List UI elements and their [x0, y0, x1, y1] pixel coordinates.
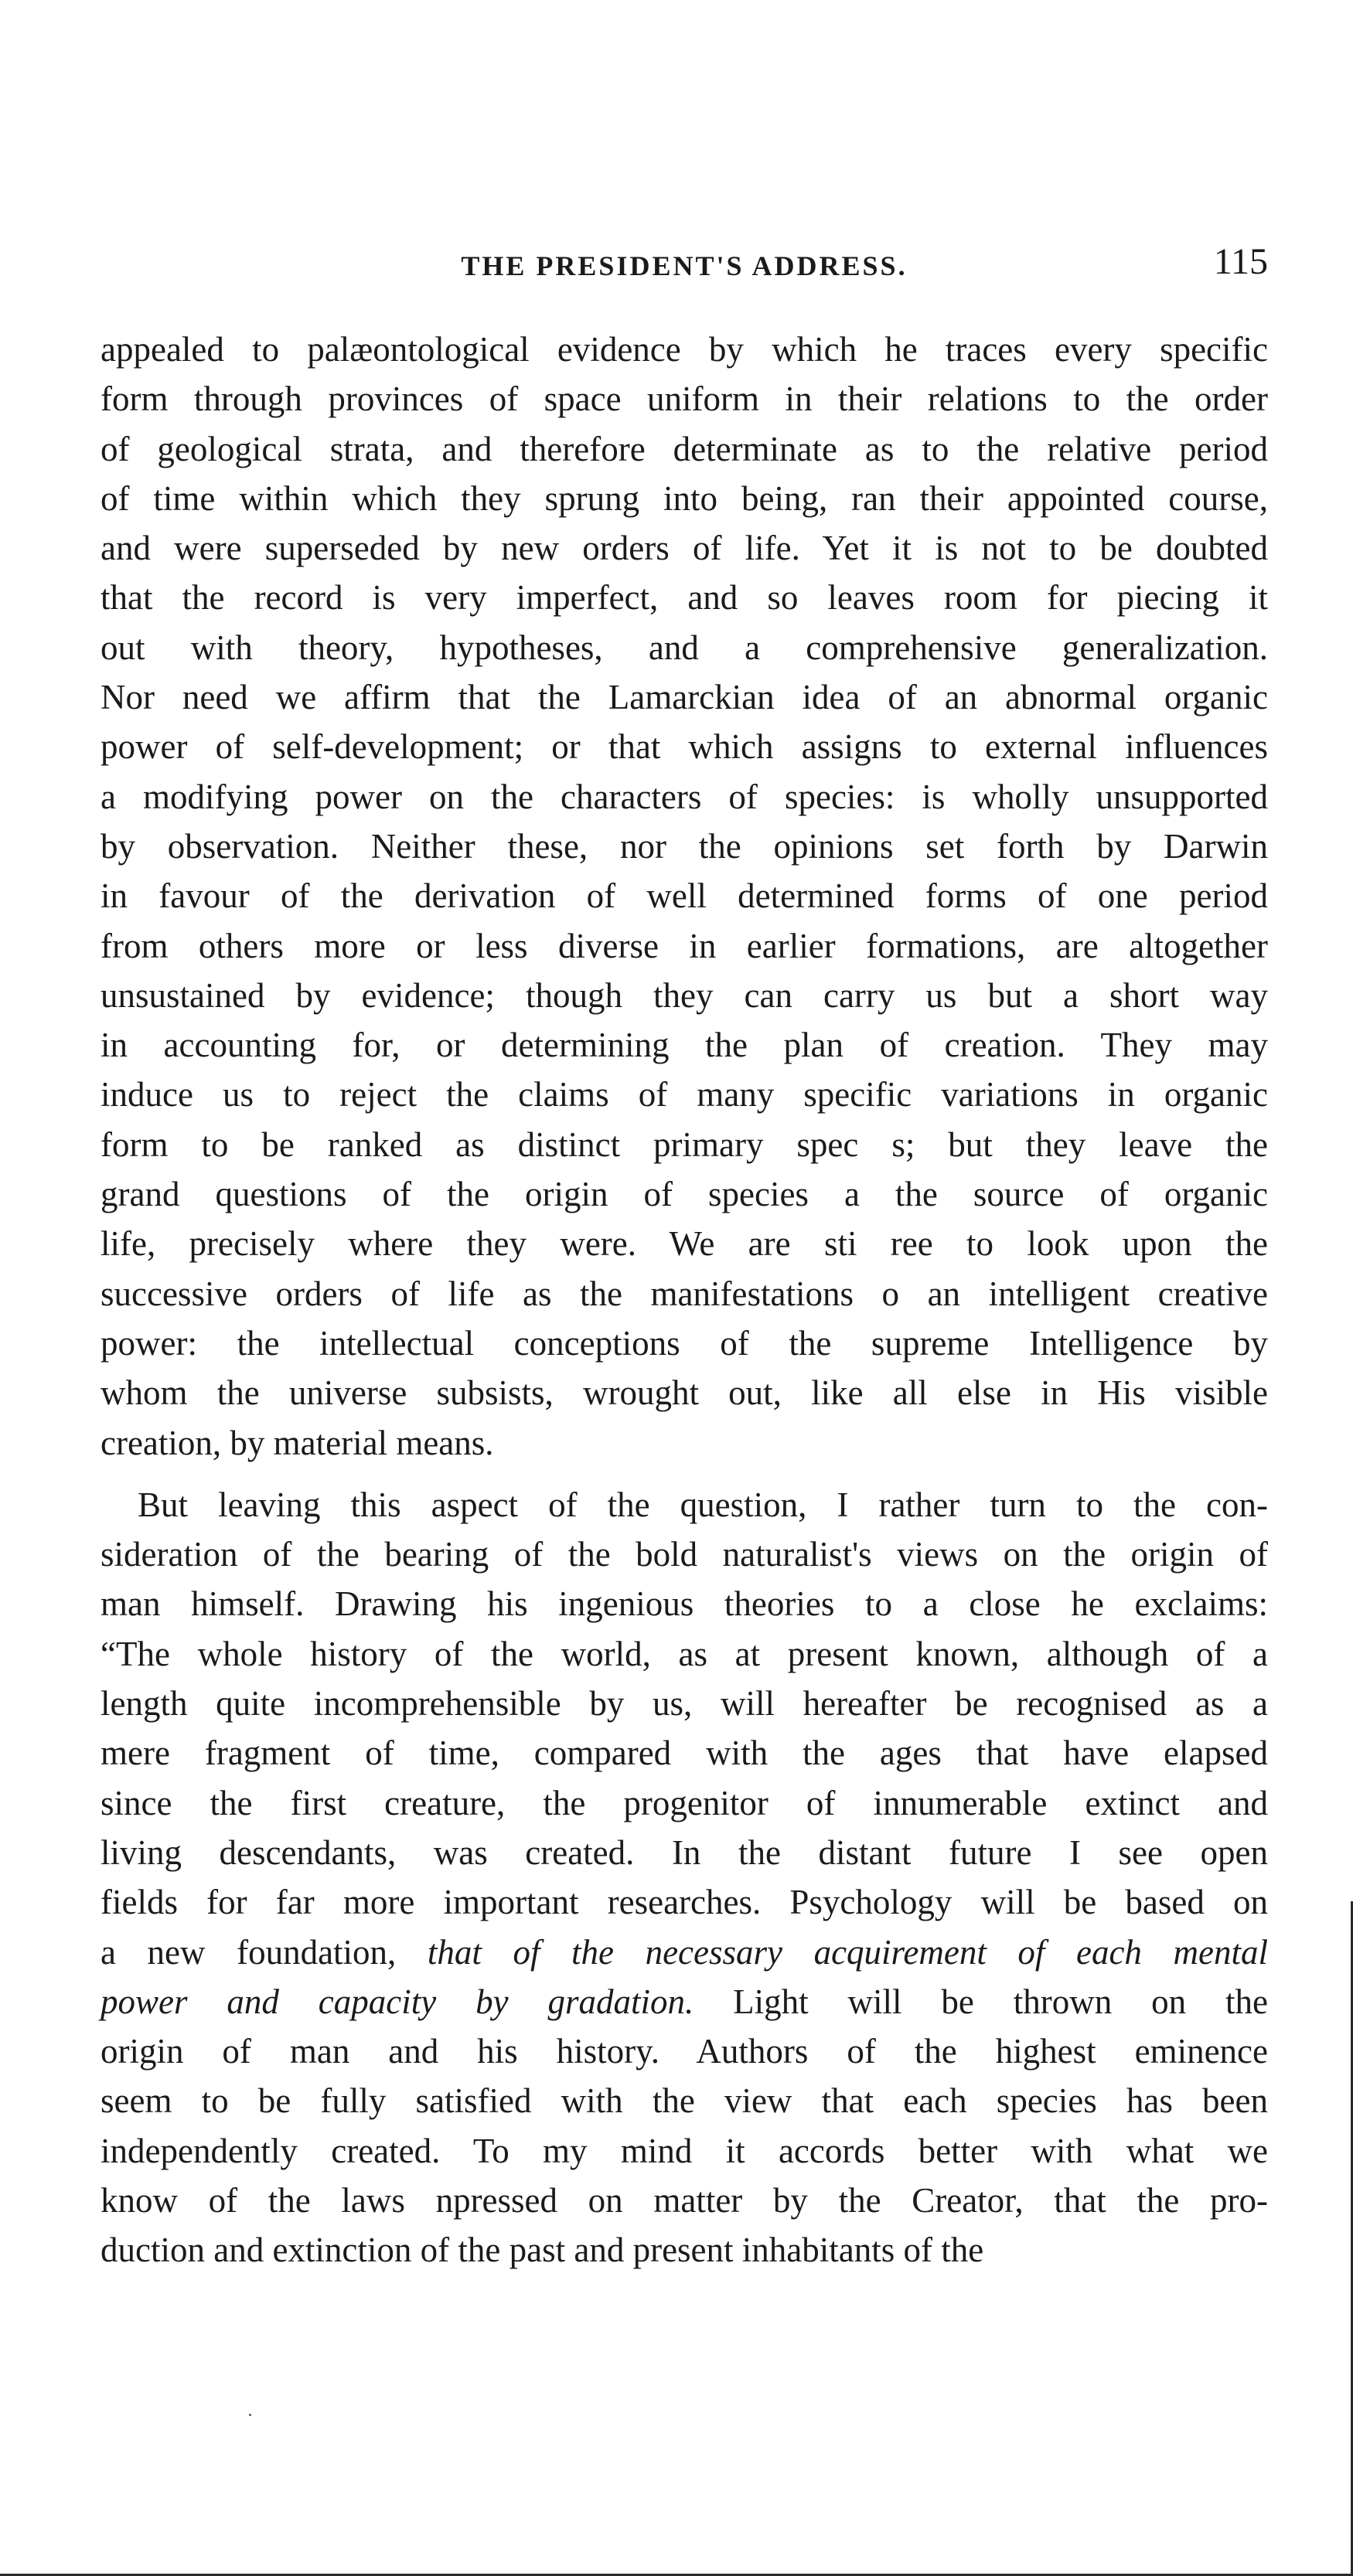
text-line: independently created. To my mind it accords better with what we — [101, 2131, 1268, 2170]
text-line: sideration of the bearing of the bold naturalist's views on the origin of — [101, 1535, 1268, 1574]
text-line: of time within which they sprung into being, ran their appointed course, — [101, 478, 1268, 518]
text-line: form through provinces of space uniform in their relations to the order — [101, 379, 1268, 419]
text-line: mere fragment of time, compared with the ages that have elapsed — [101, 1734, 1268, 1773]
text-line: duction and extinction of the past and present inhabitants of the — [101, 2231, 984, 2270]
paragraph-2 — [101, 1480, 1268, 2275]
running-title: THE PRESIDENT'S ADDRESS. — [461, 250, 908, 281]
text-line: form to be ranked as distinct primary spec s; but they leave the — [101, 1125, 1268, 1164]
text-line — [101, 1928, 1268, 1977]
text-line: unsustained by evidence; though they can carry us but a short way — [101, 975, 1268, 1015]
text-line: living descendants, was created. In the distant future I see open — [101, 1832, 1268, 1872]
text-line: man himself. Drawing his ingenious theories to a close he exclaims: — [101, 1584, 1268, 1624]
text-line: power: the intellectual conceptions of the supreme Intelligence by — [101, 1323, 1268, 1363]
text-line: whom the universe subsists, wrought out, like all else in His visible — [101, 1373, 1268, 1413]
text-line: successive orders of life as the manifestations o an intelligent creative — [101, 1274, 1268, 1313]
text-line: But leaving this aspect of the question, I rather turn to the con- — [138, 1485, 1268, 1524]
text-line: fields for far more important researches. Psychology will be based on — [101, 1883, 1268, 1922]
text-line: power of self-development; or that which assigns to external influences — [101, 727, 1268, 767]
text-line: seem to be fully satisfied with the view that each species has been — [101, 2081, 1268, 2121]
text-line: appealed to palæontological evidence by which he traces every specific — [101, 330, 1268, 369]
page-number: 115 — [1213, 241, 1268, 282]
italic-text-run: power and capacity by gradation. — [101, 1982, 694, 2021]
text-line: out with theory, hypotheses, and a comprehensive generalization. — [101, 628, 1268, 667]
text-line: Nor need we affirm that the Lamarckian idea of an abnormal organic — [101, 678, 1268, 717]
text-run: a new foundation, — [101, 1932, 428, 1972]
text-line: in favour of the derivation of well determined forms of one period — [101, 876, 1268, 916]
text-line: by observation. Neither these, nor the opinions set forth by Darwin — [101, 826, 1268, 866]
text-line: life, precisely where they were. We are sti ree to look upon the — [101, 1224, 1268, 1264]
text-run: Light will be thrown on the — [694, 1982, 1269, 2021]
text-line: and were superseded by new orders of life. Yet it is not to be doubted — [101, 529, 1268, 568]
text-line: of geological strata, and therefore determinate as to the relative period — [101, 429, 1268, 468]
text-line: grand questions of the origin of species a the source of organic — [101, 1175, 1268, 1214]
text-line: induce us to reject the claims of many specific variations in organic — [101, 1075, 1268, 1114]
text-line: know of the laws npressed on matter by the Creator, that the pro- — [101, 2180, 1268, 2220]
text-line: in accounting for, or determining the plan of creation. They may — [101, 1026, 1268, 1065]
text-line: since the first creature, the progenitor of innumerable extinct and — [101, 1783, 1268, 1822]
paragraph-1 — [101, 325, 1268, 1468]
text-line: origin of man and his history. Authors of the highest eminence — [101, 2032, 1268, 2071]
italic-text-run: that of the necessary acquirement of each mental — [427, 1932, 1268, 1972]
text-line: a modifying power on the characters of species: is wholly unsupported — [101, 777, 1268, 816]
text-line: from others more or less diverse in earlier formations, are altogether — [101, 926, 1268, 965]
body-text — [101, 325, 1268, 2275]
text-line: creation, by material means. — [101, 1423, 494, 1462]
text-line — [101, 1977, 1268, 2026]
paper-speck — [249, 2414, 251, 2416]
text-line: length quite incomprehensible by us, will hereafter be recognised as a — [101, 1684, 1268, 1724]
text-line: “The whole history of the world, as at present known, although of a — [101, 1634, 1268, 1673]
text-line: that the record is very imperfect, and so leaves room for piecing it — [101, 578, 1268, 618]
running-head — [101, 236, 1268, 290]
